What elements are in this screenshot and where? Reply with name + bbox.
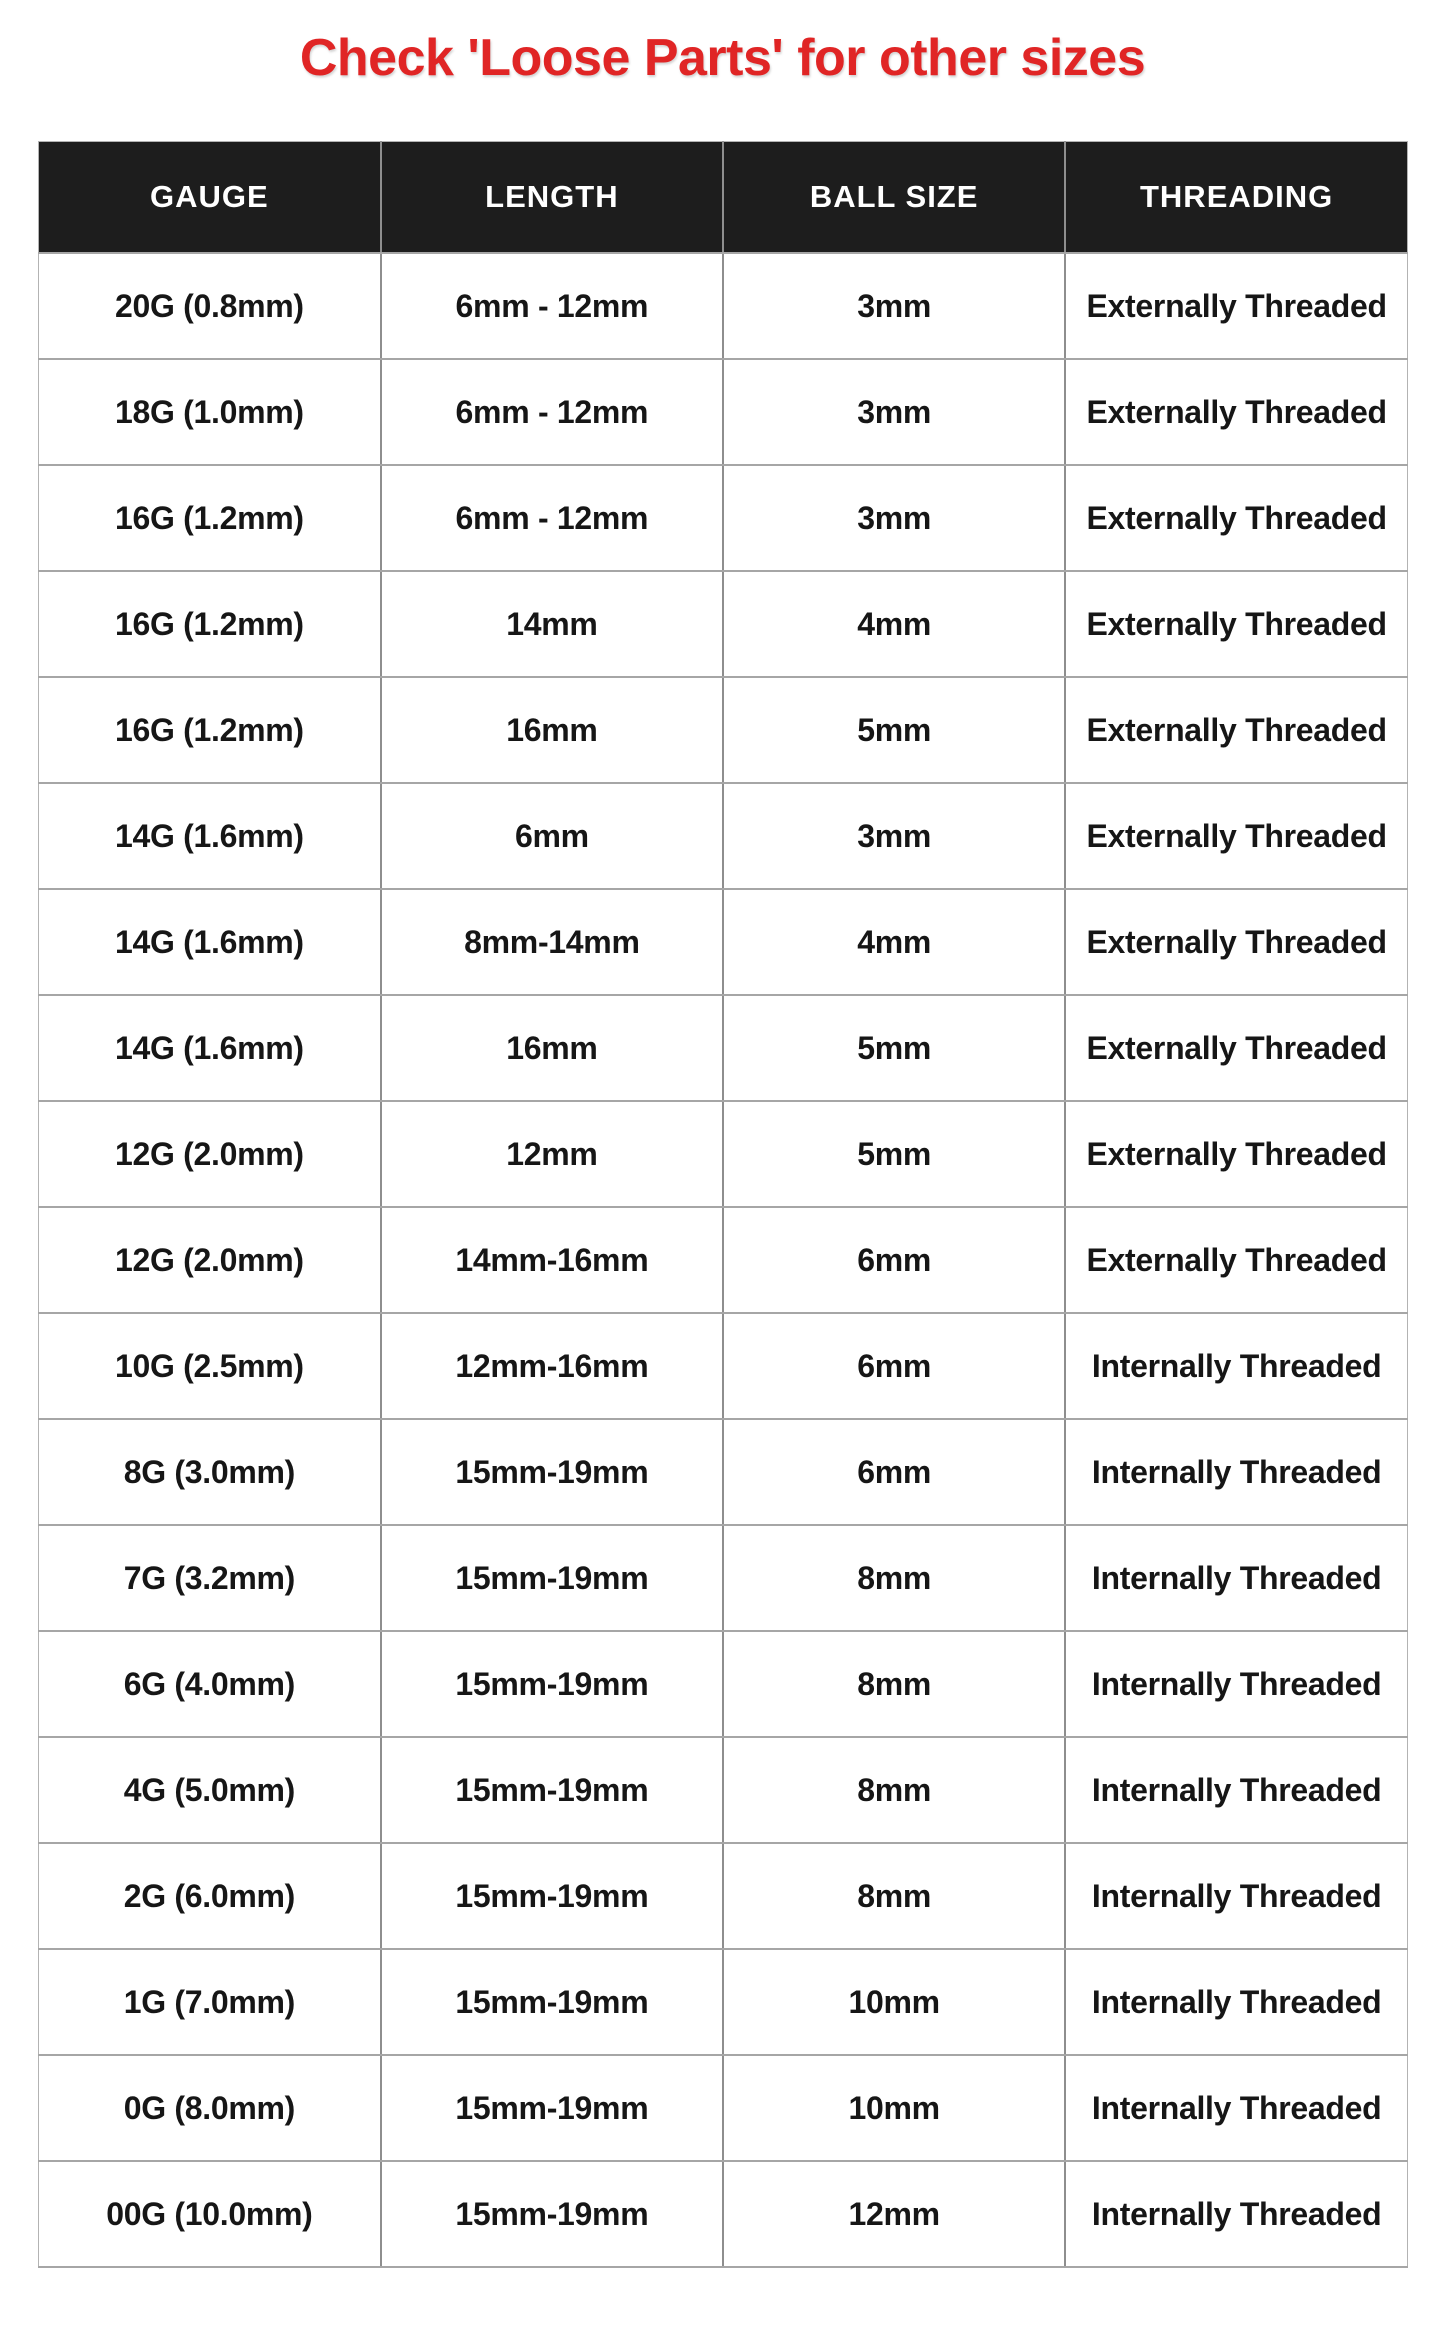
table-row <box>39 1313 1408 1419</box>
cell-ball-size: 8mm <box>723 1631 1065 1737</box>
cell-gauge: 4G (5.0mm) <box>39 1737 381 1843</box>
cell-length: 15mm-19mm <box>381 1843 723 1949</box>
column-header-threading: THREADING <box>1065 142 1407 254</box>
table-row <box>39 2055 1408 2161</box>
cell-gauge: 14G (1.6mm) <box>39 889 381 995</box>
cell-ball-size: 8mm <box>723 1525 1065 1631</box>
cell-ball-size: 6mm <box>723 1419 1065 1525</box>
cell-gauge: 8G (3.0mm) <box>39 1419 381 1525</box>
table-row <box>39 253 1408 359</box>
cell-length: 15mm-19mm <box>381 1949 723 2055</box>
cell-threading: Internally Threaded <box>1065 1525 1407 1631</box>
size-chart-table <box>38 141 1408 2268</box>
cell-ball-size: 8mm <box>723 1843 1065 1949</box>
header-row <box>39 142 1408 254</box>
cell-ball-size: 5mm <box>723 1101 1065 1207</box>
table-row <box>39 1843 1408 1949</box>
table-row <box>39 1737 1408 1843</box>
cell-threading: Externally Threaded <box>1065 1101 1407 1207</box>
table-row <box>39 571 1408 677</box>
table-row <box>39 889 1408 995</box>
column-header-length: LENGTH <box>381 142 723 254</box>
column-header-gauge: GAUGE <box>39 142 381 254</box>
cell-threading: Internally Threaded <box>1065 1843 1407 1949</box>
cell-length: 14mm <box>381 571 723 677</box>
table-row <box>39 677 1408 783</box>
cell-gauge: 20G (0.8mm) <box>39 253 381 359</box>
cell-ball-size: 6mm <box>723 1313 1065 1419</box>
cell-gauge: 12G (2.0mm) <box>39 1101 381 1207</box>
cell-threading: Internally Threaded <box>1065 1949 1407 2055</box>
cell-length: 15mm-19mm <box>381 2055 723 2161</box>
cell-length: 12mm <box>381 1101 723 1207</box>
table-body <box>39 253 1408 2267</box>
cell-length: 6mm - 12mm <box>381 359 723 465</box>
cell-ball-size: 10mm <box>723 2055 1065 2161</box>
cell-gauge: 10G (2.5mm) <box>39 1313 381 1419</box>
cell-length: 14mm-16mm <box>381 1207 723 1313</box>
cell-ball-size: 5mm <box>723 995 1065 1101</box>
cell-length: 12mm-16mm <box>381 1313 723 1419</box>
table-row <box>39 359 1408 465</box>
cell-gauge: 6G (4.0mm) <box>39 1631 381 1737</box>
cell-length: 15mm-19mm <box>381 1525 723 1631</box>
cell-threading: Externally Threaded <box>1065 889 1407 995</box>
cell-threading: Externally Threaded <box>1065 253 1407 359</box>
cell-gauge: 14G (1.6mm) <box>39 995 381 1101</box>
cell-ball-size: 4mm <box>723 571 1065 677</box>
table-row <box>39 783 1408 889</box>
cell-length: 15mm-19mm <box>381 1737 723 1843</box>
cell-threading: Internally Threaded <box>1065 1313 1407 1419</box>
cell-ball-size: 5mm <box>723 677 1065 783</box>
cell-threading: Externally Threaded <box>1065 359 1407 465</box>
cell-ball-size: 3mm <box>723 783 1065 889</box>
cell-ball-size: 6mm <box>723 1207 1065 1313</box>
table-row <box>39 1631 1408 1737</box>
cell-length: 6mm - 12mm <box>381 253 723 359</box>
cell-ball-size: 12mm <box>723 2161 1065 2267</box>
cell-ball-size: 10mm <box>723 1949 1065 2055</box>
cell-threading: Externally Threaded <box>1065 571 1407 677</box>
cell-threading: Internally Threaded <box>1065 1419 1407 1525</box>
table-row <box>39 1419 1408 1525</box>
cell-gauge: 2G (6.0mm) <box>39 1843 381 1949</box>
table-row <box>39 1101 1408 1207</box>
cell-threading: Externally Threaded <box>1065 677 1407 783</box>
cell-ball-size: 4mm <box>723 889 1065 995</box>
cell-gauge: 14G (1.6mm) <box>39 783 381 889</box>
cell-threading: Externally Threaded <box>1065 995 1407 1101</box>
cell-gauge: 18G (1.0mm) <box>39 359 381 465</box>
cell-length: 16mm <box>381 677 723 783</box>
table-row <box>39 1525 1408 1631</box>
cell-threading: Externally Threaded <box>1065 1207 1407 1313</box>
cell-length: 16mm <box>381 995 723 1101</box>
cell-length: 15mm-19mm <box>381 1419 723 1525</box>
table-row <box>39 465 1408 571</box>
cell-length: 8mm-14mm <box>381 889 723 995</box>
cell-gauge: 16G (1.2mm) <box>39 571 381 677</box>
cell-length: 15mm-19mm <box>381 1631 723 1737</box>
cell-threading: Internally Threaded <box>1065 2161 1407 2267</box>
size-chart-page <box>0 26 1445 2268</box>
cell-threading: Internally Threaded <box>1065 2055 1407 2161</box>
cell-gauge: 12G (2.0mm) <box>39 1207 381 1313</box>
table-row <box>39 995 1408 1101</box>
cell-threading: Externally Threaded <box>1065 783 1407 889</box>
table-row <box>39 1207 1408 1313</box>
cell-gauge: 16G (1.2mm) <box>39 677 381 783</box>
cell-threading: Internally Threaded <box>1065 1631 1407 1737</box>
column-header-ball-size: BALL SIZE <box>723 142 1065 254</box>
cell-gauge: 16G (1.2mm) <box>39 465 381 571</box>
cell-ball-size: 3mm <box>723 253 1065 359</box>
cell-ball-size: 3mm <box>723 465 1065 571</box>
page-title: Check 'Loose Parts' for other sizes <box>299 29 1146 87</box>
cell-ball-size: 3mm <box>723 359 1065 465</box>
cell-gauge: 0G (8.0mm) <box>39 2055 381 2161</box>
cell-length: 15mm-19mm <box>381 2161 723 2267</box>
cell-threading: Internally Threaded <box>1065 1737 1407 1843</box>
cell-gauge: 1G (7.0mm) <box>39 1949 381 2055</box>
table-row <box>39 1949 1408 2055</box>
cell-length: 6mm - 12mm <box>381 465 723 571</box>
cell-ball-size: 8mm <box>723 1737 1065 1843</box>
cell-gauge: 7G (3.2mm) <box>39 1525 381 1631</box>
cell-threading: Externally Threaded <box>1065 465 1407 571</box>
cell-length: 6mm <box>381 783 723 889</box>
table-row <box>39 2161 1408 2267</box>
cell-gauge: 00G (10.0mm) <box>39 2161 381 2267</box>
